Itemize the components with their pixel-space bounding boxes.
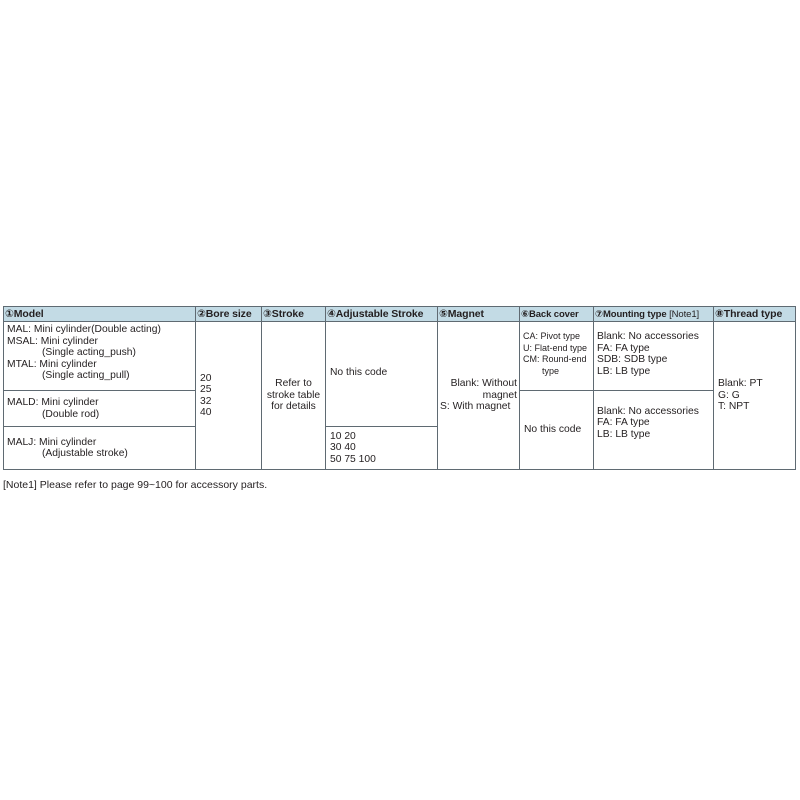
back-cover-line: CA: Pivot type (523, 331, 581, 341)
header-back-cover: ⑥Back cover (520, 307, 594, 322)
bore-size-cell (196, 322, 262, 470)
model-line: MAL: Mini cylinder(Double acting) (7, 324, 161, 335)
mounting-line: SDB: SDB type (597, 354, 668, 365)
stroke-line: Refer to (275, 378, 312, 390)
back-cover-line: CM: Round-end (523, 354, 587, 364)
header-bore-size: ②Bore size (196, 307, 262, 322)
thread-line: T: NPT (718, 401, 750, 413)
back-cover-options-cell (520, 322, 594, 391)
adjustable-value: 50 75 100 (330, 453, 376, 465)
header-model: ①Model (4, 307, 196, 322)
model-line: MTAL: Mini cylinder (7, 358, 97, 370)
adjustable-value: 10 20 (330, 430, 356, 442)
model-line: (Double rod) (42, 408, 100, 420)
bore-value: 20 (200, 372, 212, 384)
mounting-note-ref: [Note1] (669, 308, 700, 320)
magnet-line: magnet (482, 389, 517, 401)
bore-value: 32 (200, 395, 212, 407)
mounting-line: Blank: No accessories (597, 405, 699, 417)
stroke-line: stroke table (266, 389, 321, 401)
model-group-1 (4, 322, 196, 391)
mounting-line: FA: FA type (597, 417, 650, 429)
header-mounting-type (594, 307, 714, 322)
model-line: (Single acting_pull) (42, 370, 130, 381)
model-group-2 (4, 390, 196, 426)
model-line: MSAL: Mini cylinder (7, 335, 98, 347)
back-cover-line: U: Flat-end type (523, 342, 588, 353)
back-cover-line: type (542, 365, 560, 376)
mounting-line: Blank: No accessories (597, 331, 699, 342)
adjustable-none-cell: No this code (326, 322, 438, 427)
adjustable-value: 30 40 (330, 442, 356, 454)
table-row (4, 322, 796, 391)
stroke-cell (262, 322, 326, 470)
magnet-line: Blank: Without (450, 378, 517, 390)
model-line: MALD: Mini cylinder (7, 397, 99, 409)
footnote: [Note1] Please refer to page 99~100 for accessory parts. (3, 479, 268, 491)
mounting-line: FA: FA type (597, 342, 650, 354)
stroke-line: for details (271, 401, 316, 413)
mounting-line: LB: LB type (597, 428, 651, 440)
bore-value: 25 (200, 384, 212, 395)
mounting-group-2 (594, 390, 714, 469)
mounting-line: LB: LB type (597, 365, 651, 377)
thread-line: G: G (718, 389, 740, 401)
model-line: (Single acting_push) (42, 347, 136, 358)
thread-type-cell (714, 322, 796, 470)
ordering-code-table (3, 306, 796, 470)
adjustable-values-cell (326, 427, 438, 470)
header-adjustable-stroke: ④Adjustable Stroke (326, 307, 438, 322)
magnet-line: S: With magnet (440, 401, 511, 413)
header-magnet: ⑤Magnet (438, 307, 520, 322)
magnet-cell (438, 322, 520, 470)
model-line: MALJ: Mini cylinder (7, 436, 97, 448)
mounting-group-1 (594, 322, 714, 391)
back-cover-none-cell: No this code (520, 390, 594, 469)
header-stroke: ③Stroke (262, 307, 326, 322)
thread-line: Blank: PT (718, 378, 763, 390)
header-thread-type: ⑧Thread type (714, 307, 796, 322)
model-group-3 (4, 427, 196, 470)
mounting-type-label: ⑦Mounting type (595, 308, 667, 320)
model-line: (Adjustable stroke) (42, 448, 128, 460)
bore-value: 40 (200, 407, 212, 418)
header-row (4, 307, 796, 322)
